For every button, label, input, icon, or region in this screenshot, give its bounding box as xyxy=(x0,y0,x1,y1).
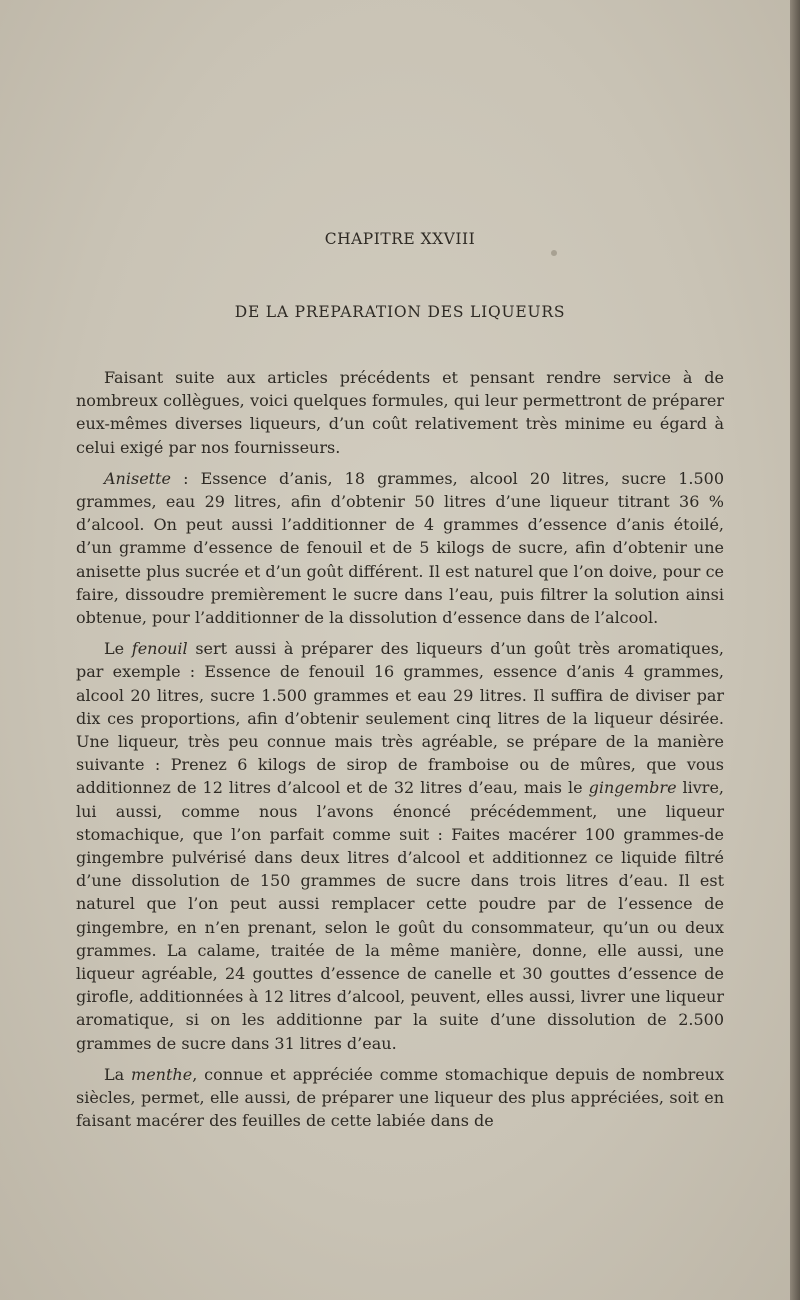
chapter-title: CHAPITRE XXVIII xyxy=(324,230,476,248)
paragraph-menthe xyxy=(76,1063,724,1133)
text-segment: La xyxy=(104,1064,132,1084)
section-title: DE LA PREPARATION DES LIQUEURS xyxy=(234,303,566,321)
text-segment: , connue et appréciée comme stomachique depuis de nombreux siècles, permet, elle aussi, de préparer une liqueur des plus appréciées, soit en faisant macérer des feuilles de cette labiée dans de xyxy=(76,1064,725,1131)
body-text xyxy=(76,366,724,1141)
paragraph-anisette xyxy=(76,467,724,629)
term-anisette: Anisette xyxy=(104,468,171,488)
ink-speck xyxy=(551,250,557,256)
term-menthe: menthe xyxy=(131,1064,193,1084)
text-segment: : Essence d’anis, 18 grammes, alcool 20 litres, sucre 1.500 grammes, eau 29 litres, afin d’obtenir 50 litres d’une liqueur titrant 36 % d’alcool. On peut aussi l’additionner de 4 grammes d’essence d’anis étoilé, d’un gramme d’essence de fenouil et de 5 kilogs de sucre, afin d’obtenir une anisette plus sucrée et d’un goût différent. Il est naturel que l’on doive, pour ce faire, dissoudre premièrement le sucre dans l’eau, puis filtrer la solution ainsi obtenue, pour l’additionner de la dissolution d’essence dans de l’alcool. xyxy=(76,468,724,628)
page-edge-shadow xyxy=(790,0,800,1300)
text-segment: Faisant suite aux articles précédents et pensant rendre service à de nombreux collègues, voici quelques formules, qui leur permettront de préparer eux-mêmes diverses liqueurs, d’un coût relativement très minime eu égard à celui exigé par nos fournisseurs. xyxy=(76,368,724,457)
text-segment: livre, lui aussi, comme nous l’avons énoncé précédemment, une liqueur stomachique, que l’on parfait comme suit : Faites macérer 100 grammes-de gingembre pulvérisé dans deux litres d’alcool et additionnez ce liquide filtré d’une dissolution de 150 grammes de sucre dans trois litres d’eau. Il est naturel que l’on peut aussi remplacer cette poudre par de l’essence de gingembre, en n’en prenant, selon le goût du consommateur, qu’un ou deux grammes. La calame, traitée de la même manière, donne, elle aussi, une liqueur agréable, 24 gouttes d’essence de canelle et 30 gouttes d’essence de girofle, additionnées à 12 litres d’alcool, peuvent, elles aussi, livrer une liqueur aromatique, si on les additionne par la suite d’une dissolution de 2.500 grammes de sucre dans 31 litres d’eau. xyxy=(76,778,725,1053)
paragraph-fenouil xyxy=(76,637,724,1055)
term-gingembre: gingembre xyxy=(588,778,677,798)
text-segment: sert aussi à préparer des liqueurs d’un goût très aromatiques, par exemple : Essence de fenouil 16 grammes, essence d’anis 4 grammes, alcool 20 litres, sucre 1.500 grammes et eau 29 litres. Il suffira de diviser par dix ces proportions, afin d’obtenir seulement cinq litres de la liqueur désirée. Une liqueur, très peu connue mais très agréable, se prépare de la manière suivante : Prenez 6 kilogs de sirop de framboise ou de mûres, que vous additionnez de 12 litres d’alcool et de 32 litres d’eau, mais le xyxy=(76,639,724,798)
term-fenouil: fenouil xyxy=(131,639,188,659)
text-segment: Le xyxy=(104,639,132,659)
paragraph-intro xyxy=(76,366,724,459)
